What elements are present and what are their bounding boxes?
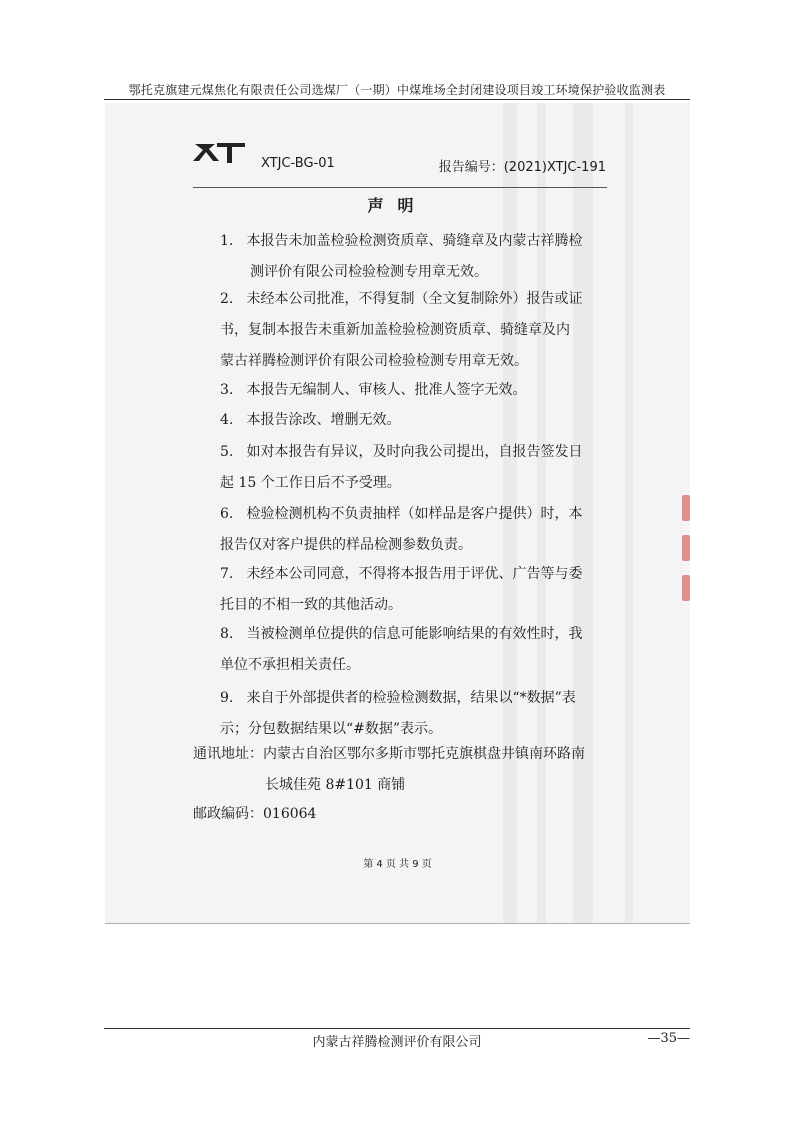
seam-stamp-mark xyxy=(682,495,690,521)
statement-8: 8. 当被检测单位提供的信息可能影响结果的有效性时，我 单位不承担相关责任。 xyxy=(220,626,583,673)
postcode: 邮政编码：016064 xyxy=(193,806,317,822)
statement-1: 1. 本报告未加盖检验检测资质章、骑缝章及内蒙古祥腾检 测评价有限公司检验检测专用章无效。 xyxy=(220,233,583,280)
statement-6: 6. 检验检测机构不负责抽样（如样品是客户提供）时，本 报告仅对客户提供的样品检测参数负责。 xyxy=(220,506,583,553)
statement-7: 7. 未经本公司同意，不得将本报告用于评优、广告等与委 托目的不相一致的其他活动。 xyxy=(220,566,583,613)
contact-address: 通讯地址：内蒙古自治区鄂尔多斯市鄂托克旗棋盘井镇南环路南 长城佳苑 8#101 商铺 xyxy=(193,746,585,793)
report-code: XTJC-BG-01 xyxy=(261,156,335,171)
statement-5: 5. 如对本报告有异议，及时向我公司提出，自报告签发日 起 15 个工作日后不予受理。 xyxy=(220,444,583,491)
seam-stamp-mark xyxy=(682,575,690,601)
header-divider xyxy=(104,99,690,100)
statement-9: 9. 来自于外部提供者的检验检测数据，结果以“*数据”表 示；分包数据结果以“#数据”表示。 xyxy=(220,690,576,737)
scan-page-info: 第 4 页 共 9 页 xyxy=(363,859,432,870)
seam-stamp-mark xyxy=(682,535,690,561)
statement-4: 4. 本报告涂改、增删无效。 xyxy=(220,412,401,428)
scanned-declaration-page xyxy=(105,103,690,924)
report-number: 报告编号：(2021)XTJC-191 xyxy=(438,160,606,175)
company-logo-icon xyxy=(193,141,245,167)
footer-page-number: —35— xyxy=(647,1031,690,1046)
page-header-title: 鄂托克旗建元煤焦化有限责任公司选煤厂（一期）中煤堆场全封闭建设项目竣工环境保护验收监测表 xyxy=(128,83,666,97)
statement-3: 3. 本报告无编制人、审核人、批准人签字无效。 xyxy=(220,382,527,398)
statement-2: 2. 未经本公司批准，不得复制（全文复制除外）报告或证 书，复制本报告未重新加盖检验检测资质章、骑缝章及内 蒙古祥腾检测评价有限公司检验检测专用章无效。 xyxy=(220,291,583,369)
footer-divider xyxy=(104,1028,690,1029)
declaration-title: 声明 xyxy=(367,196,428,215)
footer-company-name: 内蒙古祥腾检测评价有限公司 xyxy=(312,1035,482,1050)
scan-top-divider xyxy=(193,187,607,188)
scan-stripe xyxy=(625,103,633,923)
